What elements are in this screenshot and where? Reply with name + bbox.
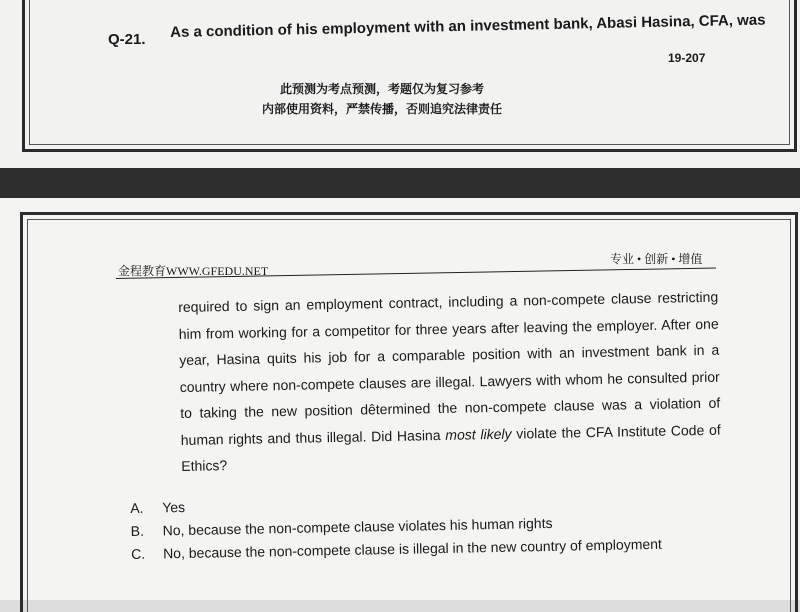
body-line: country where non-compete clauses are illegal. Lawyers with whom he consulted prior xyxy=(179,368,720,395)
option-key: C. xyxy=(130,545,146,562)
question-paragraph xyxy=(178,284,721,480)
option-key: B. xyxy=(130,522,145,539)
notice-line-1: 此预测为考点预测，考题仅为复习参考 xyxy=(280,82,485,96)
body-line: year, Hasina quits his job for a comparable position with an investment bank in a xyxy=(179,341,720,368)
question-start-text: As a condition of his employment with an investment bank, Abasi Hasina, CFA, was xyxy=(170,11,766,41)
option-text: Yes xyxy=(162,498,186,515)
body-line-tail: violate the CFA Institute Code of xyxy=(516,421,721,442)
previous-page xyxy=(0,0,800,168)
body-line: required to sign an employment contract, including a non-compete clause restricting xyxy=(178,288,719,315)
answer-options xyxy=(130,485,691,565)
notice-line-2: 内部使用资料，严禁传播，否则追究法律责任 xyxy=(262,102,503,116)
option-key: A. xyxy=(130,499,144,516)
option-text: No, because the non-compete clause violates his human rights xyxy=(162,514,553,538)
option-text: No, because the non-compete clause is illegal in the new country of employment xyxy=(162,535,663,561)
current-page xyxy=(0,198,800,600)
emphasis-text: most likely xyxy=(445,425,512,443)
page-code: 19-207 xyxy=(668,51,706,65)
header-slogan: 专业 • 创新 • 增值 xyxy=(610,252,703,266)
header-site: 金程教育WWW.GFEDU.NET xyxy=(118,264,269,278)
question-body xyxy=(178,284,721,480)
question-number: Q-21. xyxy=(108,31,146,48)
body-line-start: human rights and thus illegal. Did Hasina xyxy=(180,426,441,448)
body-line: him from working for a competitor for three years after leaving the employer. After one xyxy=(178,315,719,342)
body-line: to taking the new position dêtermined the non-compete clause was a violation of xyxy=(180,394,721,421)
body-line: Ethics? xyxy=(181,457,228,474)
page-gap xyxy=(0,168,800,198)
